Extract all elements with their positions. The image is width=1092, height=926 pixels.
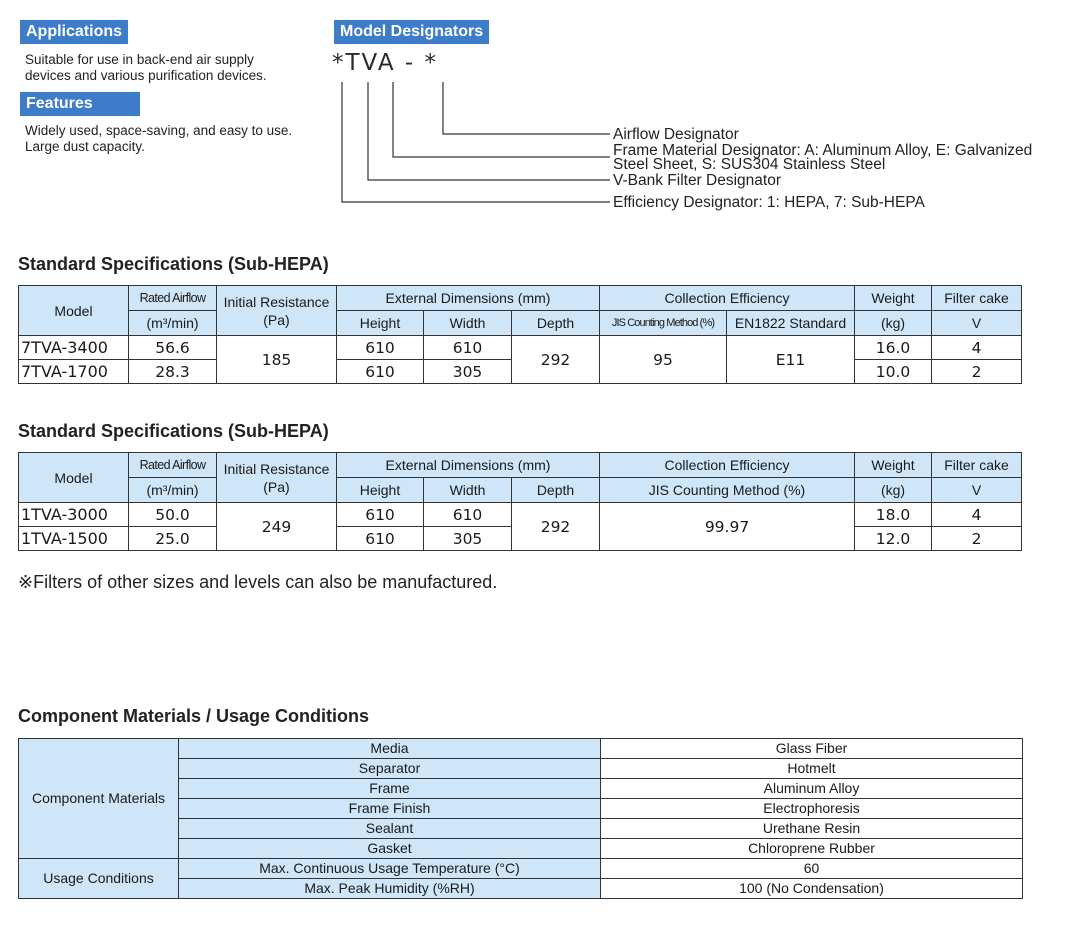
t2-row1-weight: 18.0 bbox=[855, 503, 932, 527]
vbank-designator-label: V-Bank Filter Designator bbox=[613, 172, 781, 189]
component-item: Frame Finish bbox=[179, 799, 601, 819]
t2-depth-header: Depth bbox=[512, 478, 600, 503]
t2-height-header: Height bbox=[337, 478, 424, 503]
model-designators-badge: Model Designators bbox=[334, 20, 489, 44]
table-row bbox=[19, 739, 1023, 759]
applications-line-1: Suitable for use in back-end air supply bbox=[25, 52, 254, 67]
t1-width-header: Width bbox=[424, 311, 512, 336]
t1-row1-width: 610 bbox=[424, 336, 512, 360]
applications-line-2: devices and various purification devices. bbox=[25, 68, 267, 83]
t1-airflow-unit: (m³/min) bbox=[129, 311, 217, 336]
component-value: Hotmelt bbox=[601, 759, 1023, 779]
component-item: Sealant bbox=[179, 819, 601, 839]
t2-row2-width: 305 bbox=[424, 527, 512, 551]
t2-dimensions-header: External Dimensions (mm) bbox=[337, 453, 600, 478]
t1-resistance-unit: (Pa) bbox=[263, 311, 290, 328]
usage-conditions-group: Usage Conditions bbox=[19, 859, 179, 899]
t2-row2-model: 1TVA-1500 bbox=[19, 527, 129, 551]
usage-value: 60 bbox=[601, 859, 1023, 879]
t2-row2-height: 610 bbox=[337, 527, 424, 551]
t1-row2-height: 610 bbox=[337, 360, 424, 384]
t1-row2-cake: 2 bbox=[932, 360, 1022, 384]
t2-resistance-value: 249 bbox=[217, 503, 337, 551]
table-row bbox=[19, 503, 1022, 527]
line-frame bbox=[393, 82, 610, 157]
t2-jis-value: 99.97 bbox=[600, 503, 855, 551]
code-star-1: * bbox=[332, 50, 346, 76]
component-item: Gasket bbox=[179, 839, 601, 859]
t1-depth-header: Depth bbox=[512, 311, 600, 336]
t1-weight-unit: (kg) bbox=[855, 311, 932, 336]
component-value: Urethane Resin bbox=[601, 819, 1023, 839]
t2-width-header: Width bbox=[424, 478, 512, 503]
t2-weight-unit: (kg) bbox=[855, 478, 932, 503]
t2-depth-value: 292 bbox=[512, 503, 600, 551]
t1-dimensions-header: External Dimensions (mm) bbox=[337, 286, 600, 311]
frame-designator-label-2: Steel Sheet, S: SUS304 Stainless Steel bbox=[613, 156, 886, 173]
t2-row2-weight: 12.0 bbox=[855, 527, 932, 551]
line-vbank bbox=[368, 82, 610, 180]
t1-row2-model: 7TVA-1700 bbox=[19, 360, 129, 384]
t2-jis-header: JIS Counting Method (%) bbox=[600, 478, 855, 503]
code-a: A bbox=[377, 50, 396, 76]
frame-designator-label-1: Frame Material Designator: A: Aluminum Alloy, E: Galvanized bbox=[613, 142, 1033, 159]
t2-row1-width: 610 bbox=[424, 503, 512, 527]
efficiency-designator-label: Efficiency Designator: 1: HEPA, 7: Sub-HEPA bbox=[613, 194, 925, 211]
t2-row1-airflow: 50.0 bbox=[129, 503, 217, 527]
t2-row2-cake: 2 bbox=[932, 527, 1022, 551]
t2-row1-model: 1TVA-3000 bbox=[19, 503, 129, 527]
line-airflow bbox=[443, 82, 610, 134]
t2-filtercake-header: Filter cake bbox=[932, 453, 1022, 478]
designator-connector-lines bbox=[0, 0, 1092, 230]
t1-row1-cake: 4 bbox=[932, 336, 1022, 360]
component-item: Separator bbox=[179, 759, 601, 779]
table2-title: Standard Specifications (Sub-HEPA) bbox=[18, 421, 329, 441]
t1-row2-airflow: 28.3 bbox=[129, 360, 217, 384]
t2-resistance-header bbox=[217, 453, 337, 503]
usage-value: 100 (No Condensation) bbox=[601, 879, 1023, 899]
manufacturing-note: ※Filters of other sizes and levels can also be manufactured. bbox=[18, 572, 498, 592]
component-value: Chloroprene Rubber bbox=[601, 839, 1023, 859]
code-dash: - bbox=[404, 50, 416, 76]
applications-badge: Applications bbox=[20, 20, 128, 44]
t1-row2-width: 305 bbox=[424, 360, 512, 384]
t1-en-value: E11 bbox=[727, 336, 855, 384]
t2-airflow-header: Rated Airflow bbox=[129, 453, 217, 478]
t1-row1-airflow: 56.6 bbox=[129, 336, 217, 360]
features-line-1: Widely used, space-saving, and easy to use. bbox=[25, 123, 293, 138]
t1-resistance-header bbox=[217, 286, 337, 336]
t1-jis-value: 95 bbox=[600, 336, 727, 384]
component-item: Frame bbox=[179, 779, 601, 799]
airflow-designator-label: Airflow Designator bbox=[613, 126, 739, 143]
t2-resistance-unit: (Pa) bbox=[263, 478, 290, 495]
t2-resistance-label: Initial Resistance bbox=[223, 460, 330, 477]
t2-model-header: Model bbox=[19, 453, 129, 503]
t2-row1-height: 610 bbox=[337, 503, 424, 527]
usage-item: Max. Continuous Usage Temperature (°C) bbox=[179, 859, 601, 879]
t1-weight-header: Weight bbox=[855, 286, 932, 311]
t1-filtercake-header: Filter cake bbox=[932, 286, 1022, 311]
features-badge: Features bbox=[20, 92, 140, 116]
t1-en1822-header: EN1822 Standard bbox=[727, 311, 855, 336]
code-star-2: * bbox=[424, 50, 438, 76]
t1-row1-weight: 16.0 bbox=[855, 336, 932, 360]
table-row bbox=[19, 336, 1022, 360]
line-efficiency bbox=[342, 82, 610, 202]
t1-resistance-label: Initial Resistance bbox=[223, 293, 330, 310]
t1-row2-weight: 10.0 bbox=[855, 360, 932, 384]
code-tv: TV bbox=[345, 50, 378, 76]
t1-filtercake-unit: V bbox=[932, 311, 1022, 336]
component-materials-group: Component Materials bbox=[19, 739, 179, 859]
spec-table-2 bbox=[18, 452, 1022, 551]
features-line-2: Large dust capacity. bbox=[25, 139, 145, 154]
materials-table bbox=[18, 738, 1023, 899]
t1-resistance-value: 185 bbox=[217, 336, 337, 384]
t1-row1-height: 610 bbox=[337, 336, 424, 360]
t1-height-header: Height bbox=[337, 311, 424, 336]
t2-filtercake-unit: V bbox=[932, 478, 1022, 503]
t2-efficiency-header: Collection Efficiency bbox=[600, 453, 855, 478]
t2-row1-cake: 4 bbox=[932, 503, 1022, 527]
t1-airflow-header: Rated Airflow bbox=[129, 286, 217, 311]
usage-item: Max. Peak Humidity (%RH) bbox=[179, 879, 601, 899]
component-value: Electrophoresis bbox=[601, 799, 1023, 819]
t2-weight-header: Weight bbox=[855, 453, 932, 478]
table1-title: Standard Specifications (Sub-HEPA) bbox=[18, 254, 329, 274]
t1-efficiency-header: Collection Efficiency bbox=[600, 286, 855, 311]
t1-depth-value: 292 bbox=[512, 336, 600, 384]
spec-table-1 bbox=[18, 285, 1022, 384]
t2-airflow-unit: (m³/min) bbox=[129, 478, 217, 503]
component-value: Aluminum Alloy bbox=[601, 779, 1023, 799]
component-item: Media bbox=[179, 739, 601, 759]
component-value: Glass Fiber bbox=[601, 739, 1023, 759]
table-row bbox=[19, 859, 1023, 879]
t1-model-header: Model bbox=[19, 286, 129, 336]
materials-title: Component Materials / Usage Conditions bbox=[18, 706, 370, 726]
t1-jis-header: JIS Counting Method (%) bbox=[600, 311, 727, 336]
t2-row2-airflow: 25.0 bbox=[129, 527, 217, 551]
t1-row1-model: 7TVA-3400 bbox=[19, 336, 129, 360]
